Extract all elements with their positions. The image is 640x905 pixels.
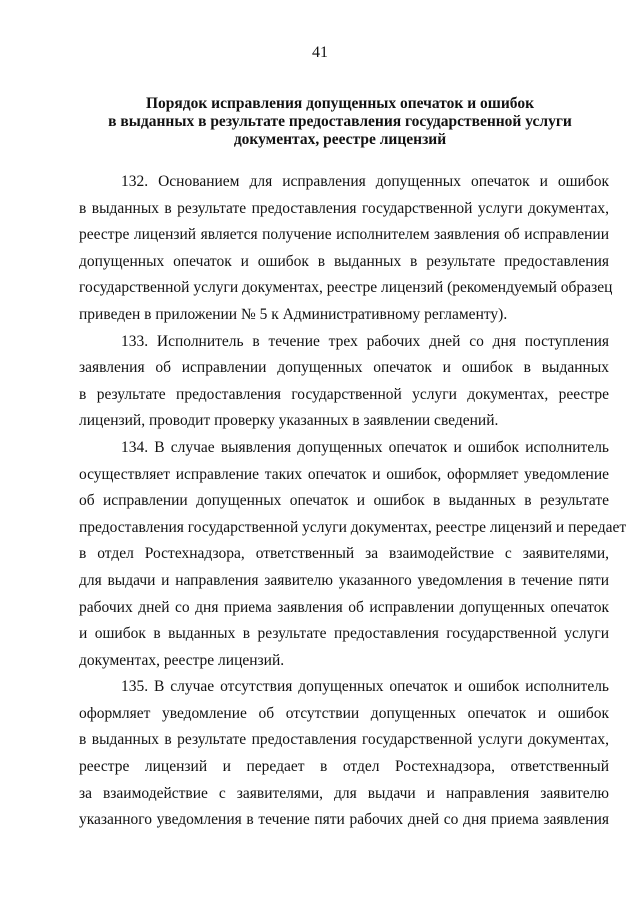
text-line: рабочих дней со дня приема заявления об исправлении допущенных опечаток bbox=[79, 598, 609, 616]
text-line: указанного уведомления в течение пяти рабочих дней со дня приема заявления bbox=[79, 811, 609, 829]
text-line: в отдел Ростехнадзора, ответственный за взаимодействие с заявителями, bbox=[79, 545, 609, 563]
text-line: осуществляет исправление таких опечаток и ошибок, оформляет уведомление bbox=[79, 465, 609, 483]
text-line: предоставления государственной услуги документах, реестре лицензий и передает bbox=[79, 518, 627, 536]
document-body bbox=[79, 169, 627, 834]
text-line: 135. В случае отсутствия допущенных опечаток и ошибок исполнитель bbox=[121, 678, 609, 696]
title-line: документах, реестре лицензий bbox=[233, 131, 447, 148]
text-line: 132. Основанием для исправления допущенных опечаток и ошибок bbox=[121, 173, 609, 190]
text-line: в выданных в результате предоставления государственной услуги документах, bbox=[79, 199, 609, 217]
text-line: документах, реестре лицензий. bbox=[79, 651, 285, 669]
text-line: приведен в приложении № 5 к Административному регламенту). bbox=[79, 305, 508, 323]
title-line: Порядок исправления допущенных опечаток и ошибок bbox=[145, 95, 535, 112]
section-title bbox=[80, 95, 600, 149]
text-line: реестре лицензий и передает в отдел Ростехнадзора, ответственный bbox=[79, 758, 609, 776]
text-line: оформляет уведомление об отсутствии допущенных опечаток и ошибок bbox=[79, 704, 609, 722]
text-line: для выдачи и направления заявителю указанного уведомления в течение пяти bbox=[79, 571, 609, 589]
text-line: 133. Исполнитель в течение трех рабочих дней со дня поступления bbox=[121, 332, 609, 350]
text-line: и ошибок в выданных в результате предоставления государственной услуги bbox=[79, 625, 609, 643]
text-line: в выданных в результате предоставления государственной услуги документах, bbox=[79, 731, 609, 749]
text-line: в результате предоставления государственной услуги документах, реестре bbox=[79, 385, 609, 403]
text-line: реестре лицензий является получение исполнителем заявления об исправлении bbox=[79, 226, 609, 244]
text-line: лицензий, проводит проверку указанных в заявлении сведений. bbox=[79, 412, 499, 430]
text-line: государственной услуги документах, реестре лицензий (рекомендуемый образец bbox=[79, 279, 613, 297]
text-line: заявления об исправлении допущенных опечаток и ошибок в выданных bbox=[79, 359, 609, 377]
text-line: за взаимодействие с заявителями, для выдачи и направления заявителю bbox=[79, 784, 609, 802]
page-number: 41 bbox=[312, 44, 328, 61]
text-line: об исправлении допущенных опечаток и ошибок в выданных в результате bbox=[79, 492, 609, 510]
text-line: допущенных опечаток и ошибок в выданных в результате предоставления bbox=[79, 252, 609, 270]
title-line: в выданных в результате предоставления государственной услуги bbox=[108, 113, 572, 130]
text-line: 134. В случае выявления допущенных опечаток и ошибок исполнитель bbox=[121, 438, 609, 456]
